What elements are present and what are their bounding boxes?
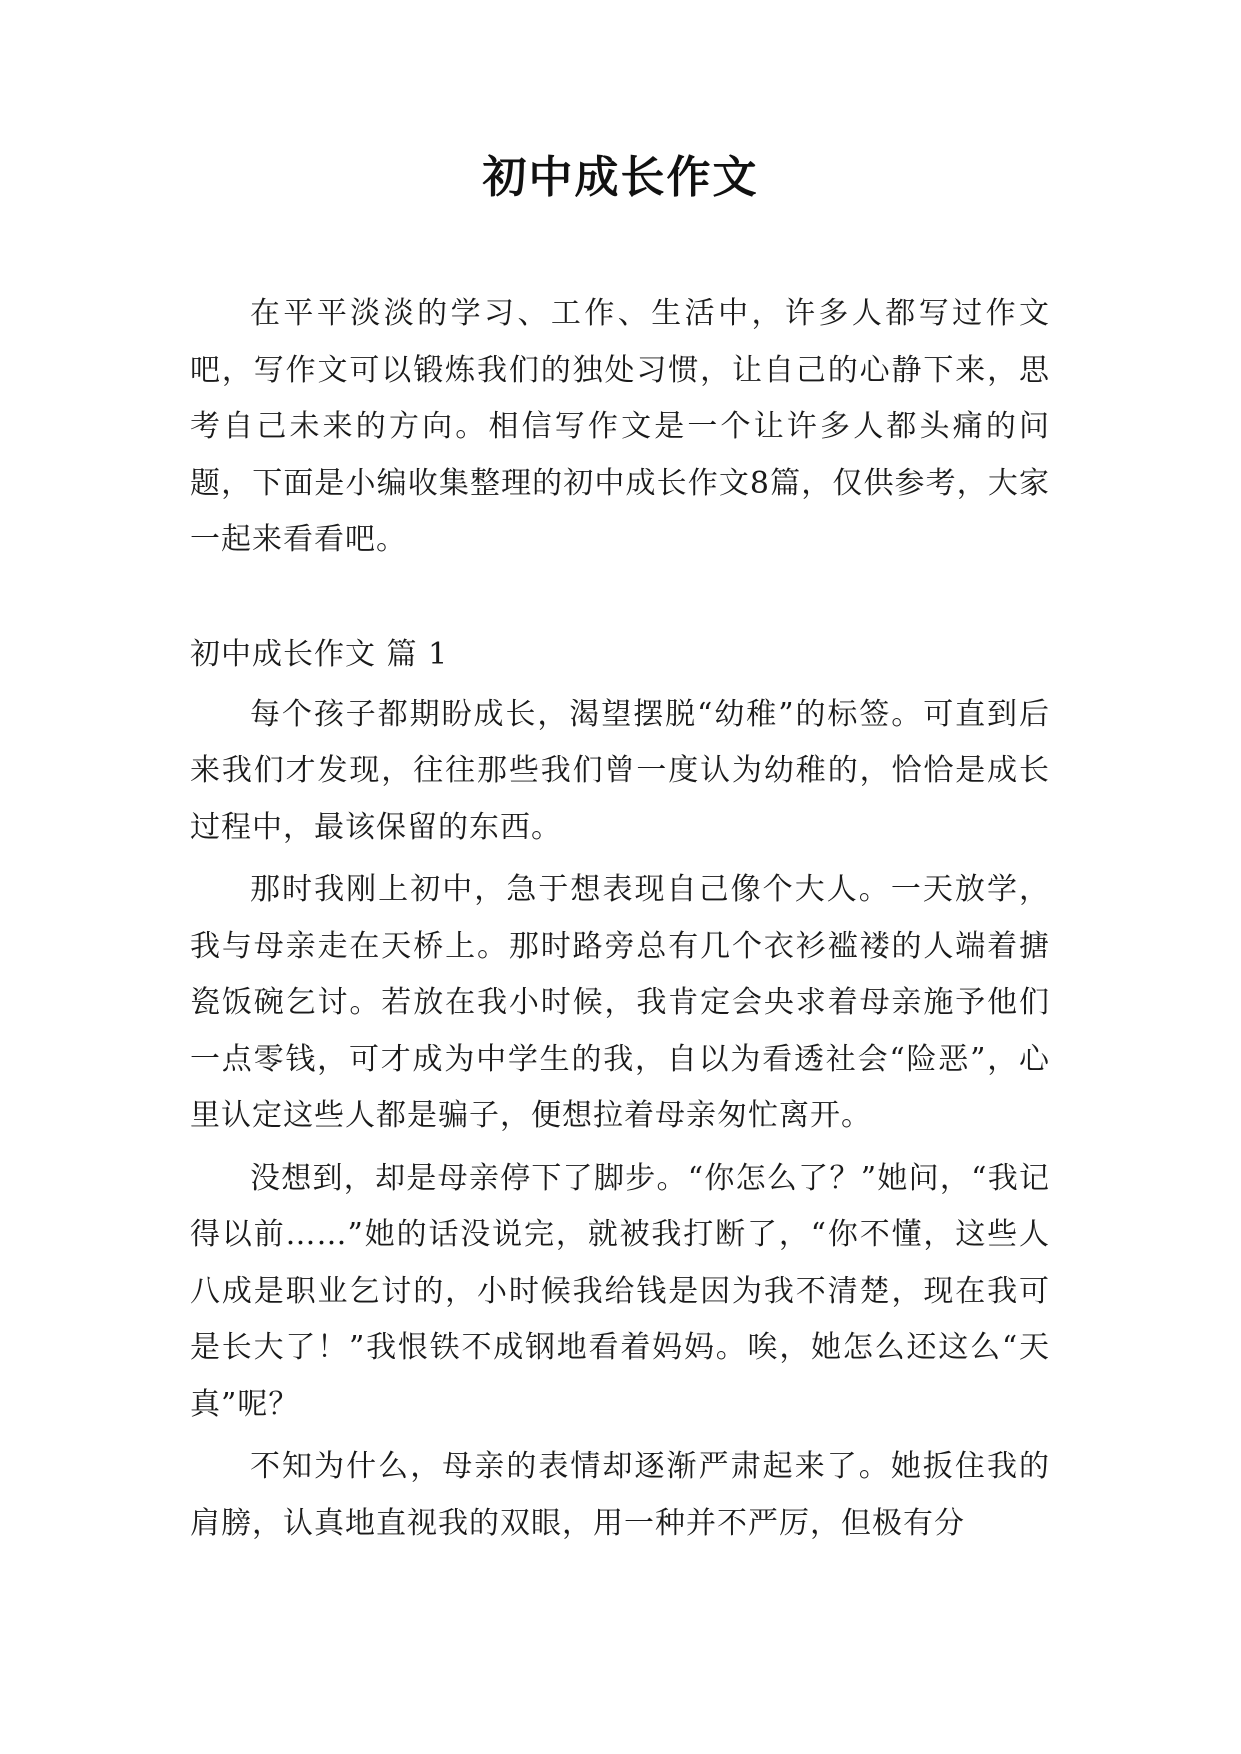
document-body (190, 286, 1050, 1558)
body-paragraph-1: 每个孩子都期盼成长，渴望摆脱“幼稚”的标签。可直到后来我们才发现，往往那些我们曾一度认为幼稚的，恰恰是成长过程中，最该保留的东西。 (190, 696, 1050, 845)
body-paragraph-2: 那时我刚上初中，急于想表现自己像个大人。一天放学，我与母亲走在天桥上。那时路旁总有几个衣衫褴褛的人端着搪瓷饭碗乞讨。若放在我小时候，我肯定会央求着母亲施予他们一点零钱，可才成为中学生的我，自以为看透社会“险恶”，心里认定这些人都是骗子，便想拉着母亲匆忙离开。 (190, 872, 1050, 1133)
body-paragraph-3: 没想到，却是母亲停下了脚步。“你怎么了？”她问，“我记得以前……”她的话没说完，就被我打断了，“你不懂，这些人八成是职业乞讨的，小时候我给钱是因为我不清楚，现在我可是长大了！”我恨铁不成钢地看着妈妈。唉，她怎么还这么“天真”呢？ (190, 1160, 1050, 1422)
intro-paragraph: 在平平淡淡的学习、工作、生活中，许多人都写过作文吧，写作文可以锻炼我们的独处习惯，让自己的心静下来，思考自己未来的方向。相信写作文是一个让许多人都头痛的问题，下面是小编收集整理的初中成长作文8篇，仅供参考，大家一起来看看吧。 (190, 296, 1050, 557)
document-title: 初中成长作文 (482, 152, 759, 203)
section-heading: 初中成长作文 篇 1 (190, 636, 449, 672)
body-paragraph-4: 不知为什么，母亲的表情却逐渐严肃起来了。她扳住我的肩膀，认真地直视我的双眼，用一种并不严厉，但极有分 (190, 1449, 1050, 1541)
